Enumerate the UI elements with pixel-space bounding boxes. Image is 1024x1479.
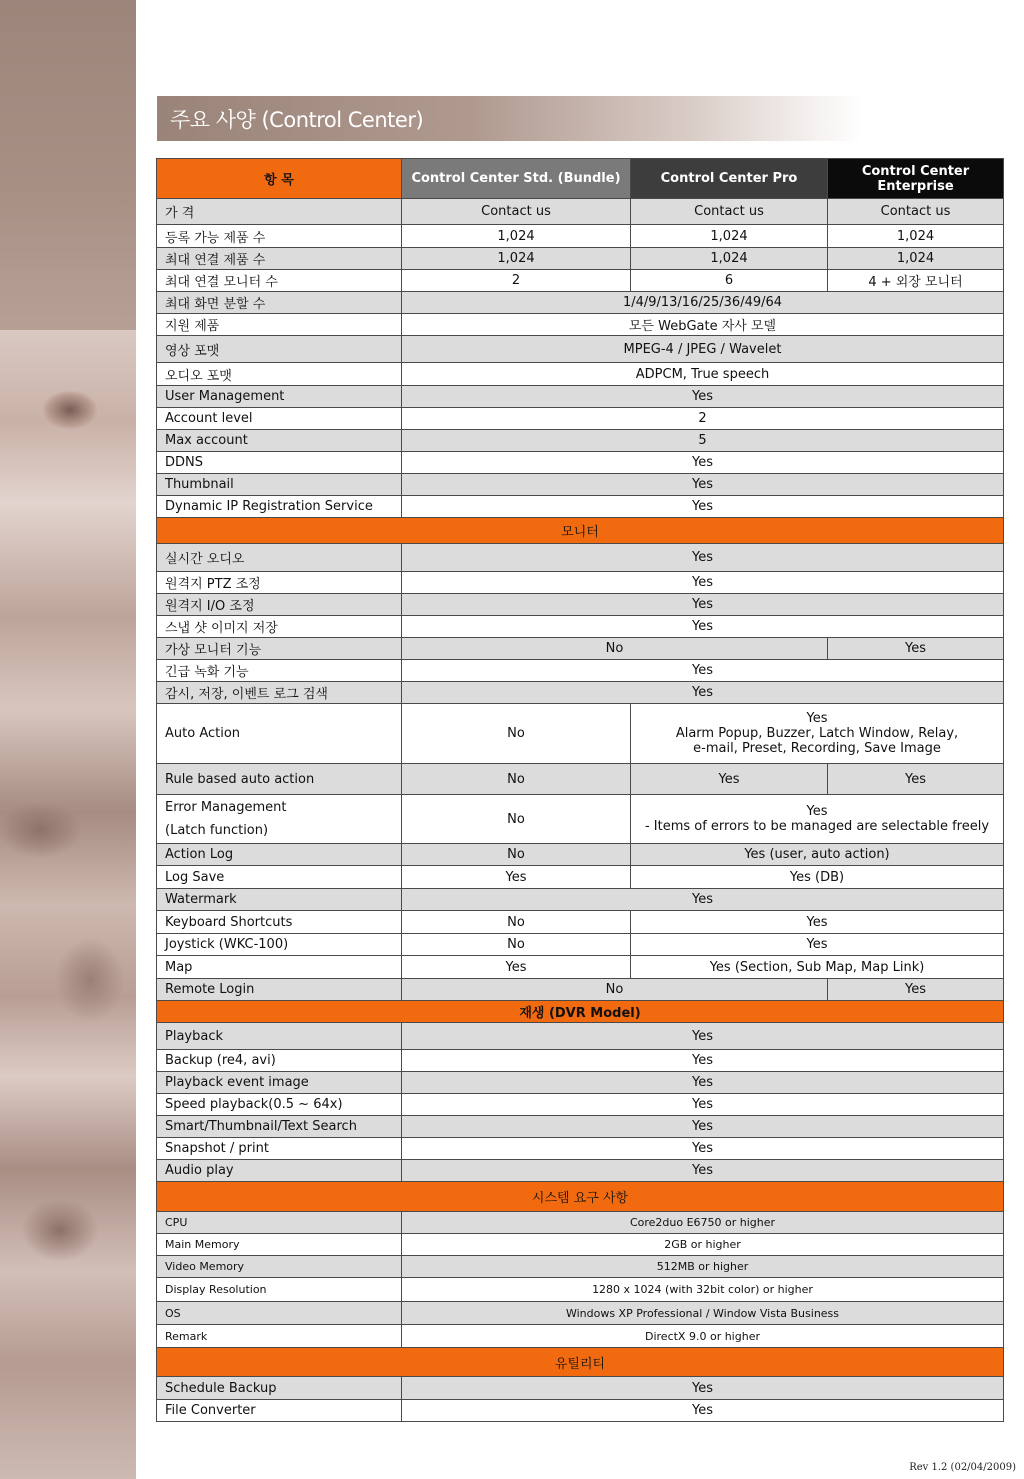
row-value-std-pro: No xyxy=(402,979,828,1001)
header-std: Control Center Std. (Bundle) xyxy=(402,159,631,199)
table-row xyxy=(157,844,1004,866)
row-value: 1280 x 1024 (with 32bit color) or higher xyxy=(402,1278,1004,1302)
row-value: Yes xyxy=(402,1377,1004,1400)
row-value-pro: 1,024 xyxy=(631,225,828,248)
row-label: 실시간 오디오 xyxy=(157,544,402,572)
row-value: 모든 WebGate 자사 모델 xyxy=(402,314,1004,336)
row-value-pro: Contact us xyxy=(631,199,828,225)
table-row xyxy=(157,1094,1004,1116)
row-label: 스냅 샷 이미지 저장 xyxy=(157,616,402,638)
row-label: Playback event image xyxy=(157,1072,402,1094)
table-row xyxy=(157,1116,1004,1138)
row-label: Playback xyxy=(157,1023,402,1050)
row-label: Remote Login xyxy=(157,979,402,1001)
row-value-std: 1,024 xyxy=(402,248,631,270)
row-value-ent: 1,024 xyxy=(828,225,1004,248)
table-row xyxy=(157,1325,1004,1348)
table-row xyxy=(157,704,1004,764)
row-value: ADPCM, True speech xyxy=(402,363,1004,386)
row-label: 최대 연결 제품 수 xyxy=(157,248,402,270)
row-label: 원격지 I/O 조정 xyxy=(157,594,402,616)
row-value: Yes xyxy=(402,496,1004,518)
row-value-ent: Yes xyxy=(828,638,1004,660)
table-row xyxy=(157,572,1004,594)
table-row xyxy=(157,199,1004,225)
table-header-row xyxy=(157,159,1004,199)
row-value-std: Contact us xyxy=(402,199,631,225)
row-value: MPEG-4 / JPEG / Wavelet xyxy=(402,336,1004,363)
row-label: Smart/Thumbnail/Text Search xyxy=(157,1116,402,1138)
row-value-pro: 6 xyxy=(631,270,828,292)
row-label: Auto Action xyxy=(157,704,402,764)
row-value: Yes xyxy=(402,474,1004,496)
table-row xyxy=(157,1377,1004,1400)
table-row xyxy=(157,430,1004,452)
row-label: 가 격 xyxy=(157,199,402,225)
row-value-ent: Yes xyxy=(828,979,1004,1001)
table-row xyxy=(157,314,1004,336)
row-value: Yes xyxy=(402,889,1004,911)
row-label: Main Memory xyxy=(157,1234,402,1256)
row-value-pro-ent: Yes (DB) xyxy=(631,866,1004,889)
table-row xyxy=(157,795,1004,844)
row-value-std: No xyxy=(402,795,631,844)
row-label: Thumbnail xyxy=(157,474,402,496)
table-row xyxy=(157,1212,1004,1234)
table-row xyxy=(157,1278,1004,1302)
row-value-std: Yes xyxy=(402,956,631,979)
table-row xyxy=(157,889,1004,911)
row-label: DDNS xyxy=(157,452,402,474)
table-row xyxy=(157,225,1004,248)
table-row xyxy=(157,474,1004,496)
row-value-std: 2 xyxy=(402,270,631,292)
row-label: CPU xyxy=(157,1212,402,1234)
header-enterprise: Control Center Enterprise xyxy=(828,159,1004,199)
table-row xyxy=(157,1302,1004,1325)
table-row xyxy=(157,1160,1004,1182)
row-value-std: Yes xyxy=(402,866,631,889)
row-value: Yes xyxy=(402,386,1004,408)
table-row xyxy=(157,363,1004,386)
row-value: Yes xyxy=(402,1138,1004,1160)
row-label: Speed playback(0.5 ~ 64x) xyxy=(157,1094,402,1116)
row-label: 오디오 포맷 xyxy=(157,363,402,386)
section-row-utility xyxy=(157,1348,1004,1377)
table-row xyxy=(157,934,1004,956)
row-value: Yes xyxy=(402,1116,1004,1138)
row-label: 원격지 PTZ 조정 xyxy=(157,572,402,594)
row-value-pro: 1,024 xyxy=(631,248,828,270)
row-value-ent: 1,024 xyxy=(828,248,1004,270)
table-row xyxy=(157,660,1004,682)
row-value: 2GB or higher xyxy=(402,1234,1004,1256)
row-label: 긴급 녹화 기능 xyxy=(157,660,402,682)
row-value: Yes xyxy=(402,452,1004,474)
table-row xyxy=(157,386,1004,408)
row-label: Map xyxy=(157,956,402,979)
label-line: (Latch function) xyxy=(165,823,269,838)
label-line: Error Management xyxy=(165,800,287,815)
row-label: 지원 제품 xyxy=(157,314,402,336)
page-title: 주요 사양 (Control Center) xyxy=(170,108,424,132)
table-row xyxy=(157,682,1004,704)
row-value: Yes xyxy=(402,682,1004,704)
row-value-std: No xyxy=(402,704,631,764)
value-line: - Items of errors to be managed are selectable freely xyxy=(644,819,990,834)
row-value: Yes xyxy=(402,1400,1004,1422)
table-row xyxy=(157,594,1004,616)
sidebar-decoration-top xyxy=(0,0,136,330)
row-value: Yes xyxy=(402,616,1004,638)
row-label: Log Save xyxy=(157,866,402,889)
table-row xyxy=(157,292,1004,314)
table-row xyxy=(157,1072,1004,1094)
table-row xyxy=(157,544,1004,572)
section-row-monitor xyxy=(157,518,1004,544)
table-row xyxy=(157,270,1004,292)
table-row xyxy=(157,336,1004,363)
table-row xyxy=(157,764,1004,795)
row-value: 2 xyxy=(402,408,1004,430)
row-value-pro-ent xyxy=(631,795,1004,844)
table-row xyxy=(157,1050,1004,1072)
row-value: Windows XP Professional / Window Vista Business xyxy=(402,1302,1004,1325)
row-label: Joystick (WKC-100) xyxy=(157,934,402,956)
row-value: 512MB or higher xyxy=(402,1256,1004,1278)
table-row xyxy=(157,1256,1004,1278)
row-value: Yes xyxy=(402,1023,1004,1050)
spec-table xyxy=(156,158,1004,1422)
row-value-ent: Yes xyxy=(828,764,1004,795)
row-value-pro-ent: Yes xyxy=(631,911,1004,934)
row-label: Account level xyxy=(157,408,402,430)
row-label: Video Memory xyxy=(157,1256,402,1278)
row-value: Yes xyxy=(402,594,1004,616)
row-value: Yes xyxy=(402,1050,1004,1072)
row-value-pro: Yes xyxy=(631,764,828,795)
table-row xyxy=(157,452,1004,474)
value-line: Yes xyxy=(806,711,828,726)
row-value: Yes xyxy=(402,1160,1004,1182)
table-row xyxy=(157,496,1004,518)
row-value-std: No xyxy=(402,934,631,956)
row-label: Schedule Backup xyxy=(157,1377,402,1400)
value-line: e-mail, Preset, Recording, Save Image xyxy=(693,741,941,756)
row-value-std: No xyxy=(402,844,631,866)
row-label: Display Resolution xyxy=(157,1278,402,1302)
row-value: Yes xyxy=(402,572,1004,594)
row-label: Audio play xyxy=(157,1160,402,1182)
row-label xyxy=(157,795,402,844)
table-row xyxy=(157,1023,1004,1050)
header-pro: Control Center Pro xyxy=(631,159,828,199)
row-value: Yes xyxy=(402,1094,1004,1116)
revision-footer: Rev 1.2 (02/04/2009) xyxy=(909,1462,1016,1473)
table-row xyxy=(157,616,1004,638)
row-label: 등록 가능 제품 수 xyxy=(157,225,402,248)
row-label: 감시, 저장, 이벤트 로그 검색 xyxy=(157,682,402,704)
row-label: Action Log xyxy=(157,844,402,866)
section-title-utility: 유틸리티 xyxy=(157,1348,1004,1377)
sidebar-photo-collage xyxy=(0,330,136,1479)
row-value-std: No xyxy=(402,911,631,934)
row-label: 최대 연결 모니터 수 xyxy=(157,270,402,292)
row-label: User Management xyxy=(157,386,402,408)
table-row xyxy=(157,1400,1004,1422)
section-title-monitor: 모니터 xyxy=(157,518,1004,544)
row-label: Dynamic IP Registration Service xyxy=(157,496,402,518)
table-row xyxy=(157,248,1004,270)
row-value-pro-ent xyxy=(631,704,1004,764)
header-item: 항 목 xyxy=(157,159,402,199)
table-row xyxy=(157,956,1004,979)
value-line: Alarm Popup, Buzzer, Latch Window, Relay, xyxy=(675,726,959,741)
row-value: Yes xyxy=(402,544,1004,572)
row-value: 5 xyxy=(402,430,1004,452)
table-row xyxy=(157,866,1004,889)
row-label: Rule based auto action xyxy=(157,764,402,795)
row-value: DirectX 9.0 or higher xyxy=(402,1325,1004,1348)
row-value-std: 1,024 xyxy=(402,225,631,248)
value-line: Yes xyxy=(806,804,828,819)
table-row xyxy=(157,1234,1004,1256)
section-title-playback: 재생 (DVR Model) xyxy=(157,1001,1004,1023)
row-value: Yes xyxy=(402,660,1004,682)
table-row xyxy=(157,911,1004,934)
row-value-std: No xyxy=(402,764,631,795)
row-value: Core2duo E6750 or higher xyxy=(402,1212,1004,1234)
row-value: Yes xyxy=(402,1072,1004,1094)
row-value-pro-ent: Yes (user, auto action) xyxy=(631,844,1004,866)
section-row-system xyxy=(157,1182,1004,1212)
row-label: Watermark xyxy=(157,889,402,911)
table-row xyxy=(157,638,1004,660)
table-row xyxy=(157,979,1004,1001)
row-label: Keyboard Shortcuts xyxy=(157,911,402,934)
row-label: Snapshot / print xyxy=(157,1138,402,1160)
row-label: 가상 모니터 기능 xyxy=(157,638,402,660)
row-label: Max account xyxy=(157,430,402,452)
row-label: 영상 포맷 xyxy=(157,336,402,363)
row-value-pro-ent: Yes xyxy=(631,934,1004,956)
row-value: 1/4/9/13/16/25/36/49/64 xyxy=(402,292,1004,314)
row-value-ent: Contact us xyxy=(828,199,1004,225)
row-label: Backup (re4, avi) xyxy=(157,1050,402,1072)
row-label: 최대 화면 분할 수 xyxy=(157,292,402,314)
section-row-playback xyxy=(157,1001,1004,1023)
section-title-system: 시스템 요구 사항 xyxy=(157,1182,1004,1212)
row-label: Remark xyxy=(157,1325,402,1348)
row-value-ent: 4 + 외장 모니터 xyxy=(828,270,1004,292)
row-value-std-pro: No xyxy=(402,638,828,660)
row-label: OS xyxy=(157,1302,402,1325)
table-row xyxy=(157,408,1004,430)
row-label: File Converter xyxy=(157,1400,402,1422)
row-value-pro-ent: Yes (Section, Sub Map, Map Link) xyxy=(631,956,1004,979)
table-row xyxy=(157,1138,1004,1160)
